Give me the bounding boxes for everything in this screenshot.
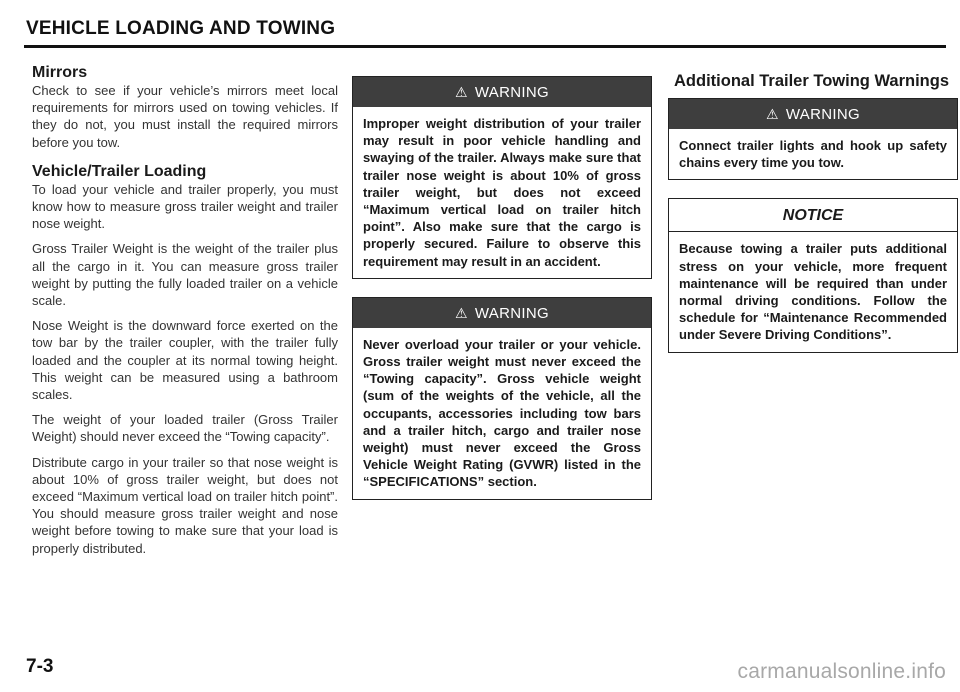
notice-text: Because towing a trailer puts additional stress on your vehicle, more frequent maintenance will be required than under normal driving conditions. Follow the schedule for “Maintenance Recommended under Severe Driving Conditions”. — [679, 241, 947, 343]
page-number: 7-3 — [26, 656, 54, 677]
middle-column — [352, 76, 652, 512]
warning-label: WARNING — [474, 84, 549, 101]
loading-heading: Vehicle/Trailer Loading — [32, 162, 207, 180]
additional-warnings-heading: Additional Trailer Towing Warnings — [674, 72, 950, 90]
loading-paragraph-5: Distribute cargo in your trailer so that nose weight is about 10% of gross trailer weight, but does not exceed “Maximum vertical load on trailer hitch point”. You should measure gross trailer weight and nose weight before towing to make sure that your load is properly distributed. — [32, 454, 338, 556]
warning-triangle-icon: ⚠ — [766, 106, 779, 122]
watermark-text: carmanualsonline.info — [737, 660, 946, 683]
warning-header — [353, 77, 651, 107]
mirrors-heading: Mirrors — [32, 64, 88, 81]
notice-box-maintenance — [668, 198, 958, 352]
loading-paragraph-3: Nose Weight is the downward force exerted on the tow bar by the trailer coupler, with the trailer fully loaded and the coupler at its normal towing height. This weight can be measured using a bathroom scales. — [32, 318, 338, 403]
notice-header: NOTICE — [669, 199, 957, 232]
warning-text: Connect trailer lights and hook up safety chains every time you tow. — [679, 138, 947, 171]
left-column — [32, 64, 338, 565]
warning-text: Never overload your trailer or your vehicle. Gross trailer weight must never exceed the “Towing capacity”. Gross vehicle weight (sum of the weights of the vehicle, all the occupants, accessories including tow bars and a trailer hitch, cargo and trailer nose weight) must never exceed the Gross Vehicle Weight Rating (GVWR) listed in the “SPECIFICATIONS” section. — [363, 336, 641, 490]
warning-header — [353, 298, 651, 328]
header-rule — [24, 45, 946, 48]
warning-triangle-icon: ⚠ — [455, 84, 468, 100]
loading-paragraph-2: Gross Trailer Weight is the weight of the trailer plus all the cargo in it. You can measure gross trailer weight by putting the fully loaded trailer on a vehicle scale. — [32, 241, 338, 309]
warning-box-trailer-lights — [668, 98, 958, 180]
warning-label: WARNING — [474, 304, 549, 322]
page-header-title: VEHICLE LOADING AND TOWING — [26, 18, 336, 39]
loading-paragraph-4: The weight of your loaded trailer (Gross Trailer Weight) should never exceed the “Towing capacity”. — [32, 412, 338, 445]
warning-triangle-icon: ⚠ — [455, 304, 468, 321]
warning-header — [669, 99, 957, 129]
warning-text: Improper weight distribution of your trailer may result in poor vehicle handling and swaying of the trailer. Always make sure that trailer nose weight is about 10% of gross trailer weight, but does not exceed “Maximum vertical load on trailer hitch point”. Also make sure that the cargo is properly secured. Failure to observe this requirement may result in an accident. — [363, 116, 641, 269]
mirrors-paragraph: Check to see if your vehicle’s mirrors meet local requirements for mirrors used on towing vehicles. If they do not, you must install the required mirrors before you tow. — [32, 83, 338, 150]
loading-paragraph-1: To load your vehicle and trailer properly, you must know how to measure gross trailer weight and trailer nose weight. — [32, 181, 338, 232]
warning-label: WARNING — [785, 106, 860, 123]
warning-box-overload — [352, 297, 652, 500]
warning-box-weight-distribution — [352, 76, 652, 279]
right-column — [668, 72, 958, 365]
